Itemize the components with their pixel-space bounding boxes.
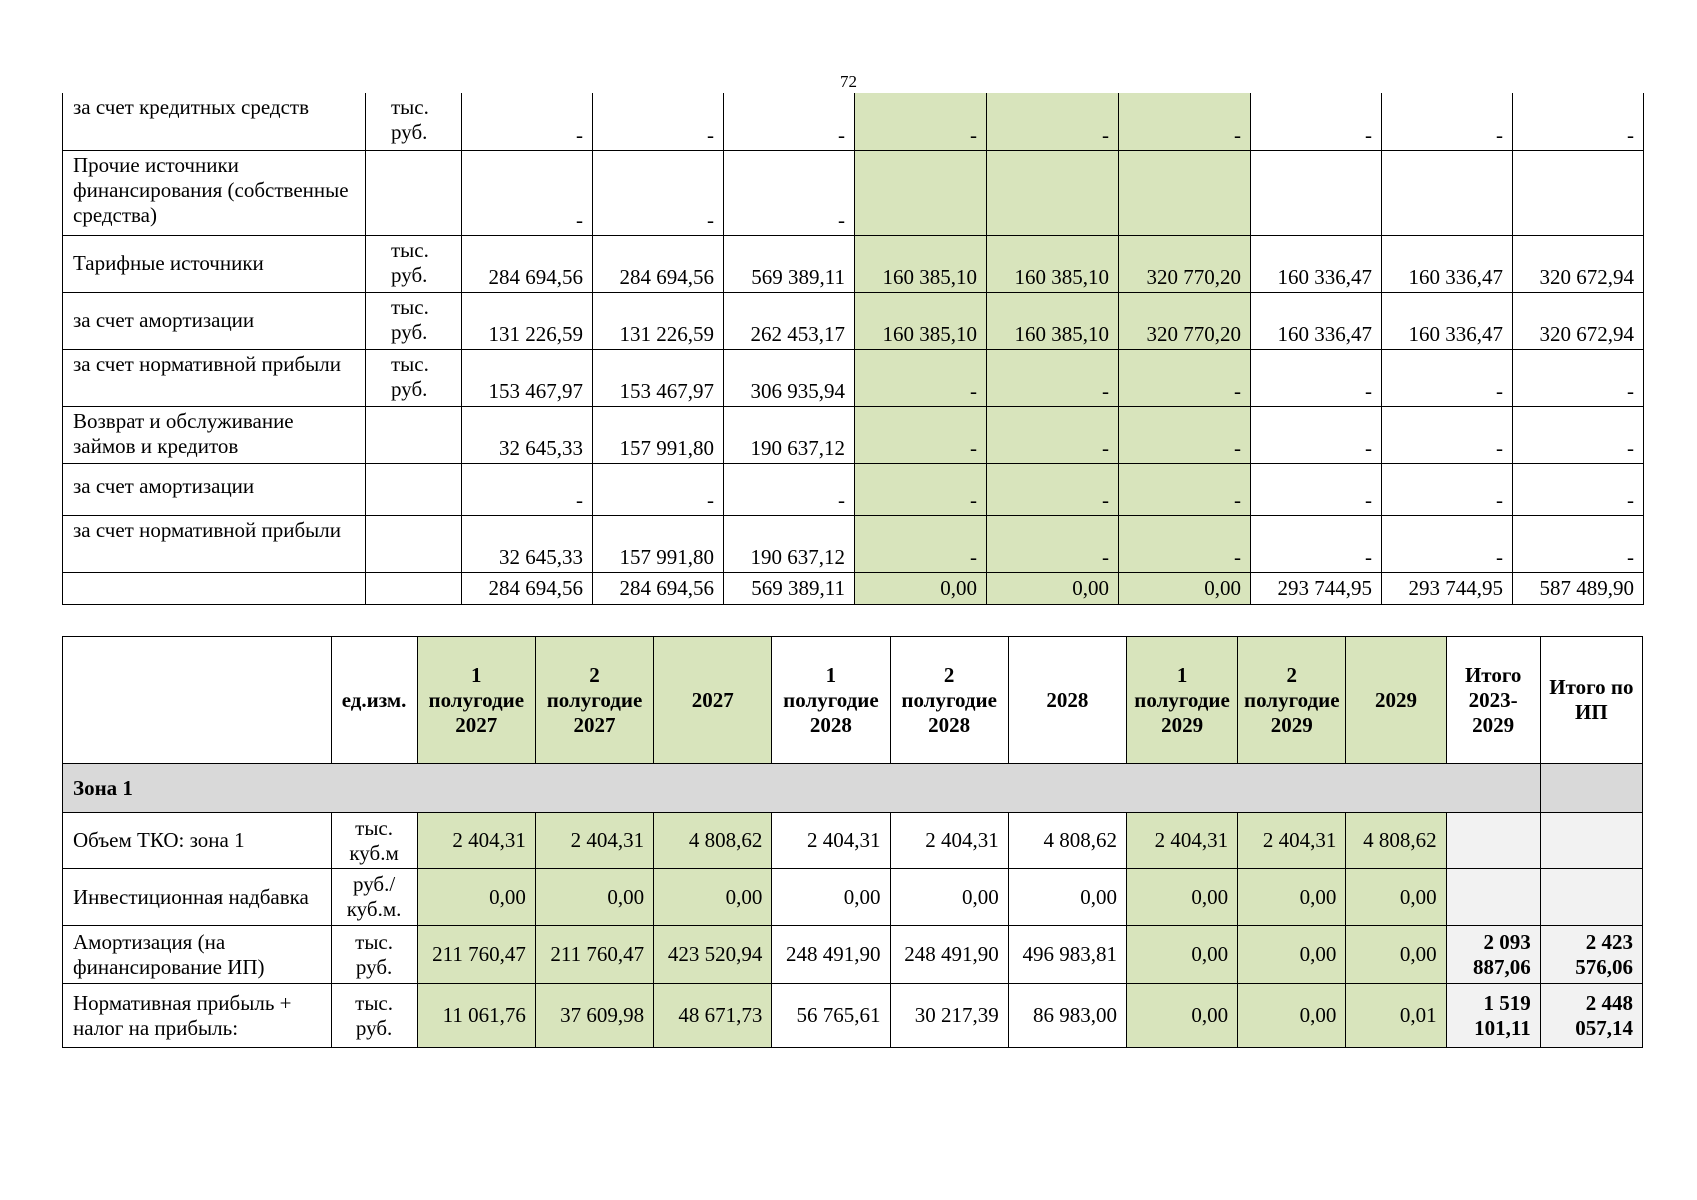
row-label: Нормативная прибыль + налог на прибыль: bbox=[63, 984, 332, 1048]
depreciation-profit-table bbox=[62, 636, 1643, 1048]
row-label: за счет амортизации bbox=[63, 463, 366, 515]
header-row bbox=[63, 637, 1643, 764]
value-cell: 2 404,31 bbox=[1126, 813, 1237, 869]
value-cell: 284 694,56 bbox=[593, 235, 724, 292]
value-cell: 4 808,62 bbox=[1346, 813, 1446, 869]
value-cell: 284 694,56 bbox=[593, 572, 724, 604]
value-cell: - bbox=[855, 463, 987, 515]
value-cell: - bbox=[1382, 93, 1513, 150]
value-cell: - bbox=[724, 150, 855, 235]
value-cell: 293 744,95 bbox=[1382, 572, 1513, 604]
value-cell: - bbox=[593, 463, 724, 515]
column-header: 1 полугодие 2028 bbox=[772, 637, 890, 764]
value-cell: 2 404,31 bbox=[417, 813, 535, 869]
value-cell: - bbox=[987, 93, 1119, 150]
value-cell: - bbox=[462, 463, 593, 515]
table-row bbox=[63, 150, 1644, 235]
column-header: 1 полугодие 2029 bbox=[1126, 637, 1237, 764]
value-cell: 153 467,97 bbox=[462, 349, 593, 406]
value-cell: 30 217,39 bbox=[890, 984, 1008, 1048]
value-cell: 284 694,56 bbox=[462, 235, 593, 292]
value-cell: 248 491,90 bbox=[890, 926, 1008, 984]
value-cell: - bbox=[987, 406, 1119, 463]
unit-cell: тыс. руб. bbox=[331, 926, 417, 984]
value-cell: - bbox=[593, 93, 724, 150]
column-header: 2 полугодие 2027 bbox=[535, 637, 653, 764]
value-cell: 423 520,94 bbox=[654, 926, 772, 984]
value-cell: 0,00 bbox=[890, 869, 1008, 926]
value-cell: 86 983,00 bbox=[1008, 984, 1126, 1048]
value-cell bbox=[1540, 813, 1642, 869]
value-cell: 2 404,31 bbox=[890, 813, 1008, 869]
unit-cell bbox=[366, 515, 462, 572]
value-cell bbox=[1382, 150, 1513, 235]
table-row bbox=[63, 984, 1643, 1048]
value-cell bbox=[1540, 869, 1642, 926]
value-cell: - bbox=[1251, 349, 1382, 406]
value-cell: - bbox=[855, 515, 987, 572]
column-header: 2 полугодие 2029 bbox=[1238, 637, 1346, 764]
value-cell bbox=[1446, 869, 1540, 926]
column-header: 2 полугодие 2028 bbox=[890, 637, 1008, 764]
row-label: за счет нормативной прибыли bbox=[63, 349, 366, 406]
total-row bbox=[63, 572, 1644, 604]
value-cell: - bbox=[987, 349, 1119, 406]
value-cell: - bbox=[1382, 463, 1513, 515]
value-cell: 0,00 bbox=[1126, 926, 1237, 984]
value-cell: 160 336,47 bbox=[1382, 292, 1513, 349]
value-cell bbox=[1446, 813, 1540, 869]
value-cell: 211 760,47 bbox=[417, 926, 535, 984]
unit-cell bbox=[366, 150, 462, 235]
column-header: 2028 bbox=[1008, 637, 1126, 764]
value-cell: 48 671,73 bbox=[654, 984, 772, 1048]
value-cell: 0,00 bbox=[772, 869, 890, 926]
funding-sources-table bbox=[62, 93, 1644, 605]
value-cell: 0,00 bbox=[535, 869, 653, 926]
table-row bbox=[63, 463, 1644, 515]
value-cell: - bbox=[1513, 463, 1644, 515]
value-cell: 153 467,97 bbox=[593, 349, 724, 406]
row-label: за счет кредитных средств bbox=[63, 93, 366, 150]
value-cell: - bbox=[987, 515, 1119, 572]
value-cell: - bbox=[1119, 93, 1251, 150]
value-cell: - bbox=[1513, 93, 1644, 150]
value-cell bbox=[1119, 150, 1251, 235]
value-cell: - bbox=[462, 150, 593, 235]
value-cell: 32 645,33 bbox=[462, 515, 593, 572]
value-cell: - bbox=[1382, 349, 1513, 406]
value-cell: 587 489,90 bbox=[1513, 572, 1644, 604]
value-cell: - bbox=[1251, 515, 1382, 572]
value-cell: - bbox=[1119, 463, 1251, 515]
row-label: Амортизация (на финансирование ИП) bbox=[63, 926, 332, 984]
column-header: 2027 bbox=[654, 637, 772, 764]
value-cell bbox=[987, 150, 1119, 235]
table-row bbox=[63, 926, 1643, 984]
value-cell: - bbox=[1251, 93, 1382, 150]
value-cell bbox=[1513, 150, 1644, 235]
unit-cell: тыс. руб. bbox=[366, 349, 462, 406]
column-header: Итого по ИП bbox=[1540, 637, 1642, 764]
table-row bbox=[63, 813, 1643, 869]
row-label: за счет амортизации bbox=[63, 292, 366, 349]
value-cell: 306 935,94 bbox=[724, 349, 855, 406]
unit-cell: тыс. руб. bbox=[366, 235, 462, 292]
value-cell: 160 385,10 bbox=[855, 235, 987, 292]
table-row bbox=[63, 292, 1644, 349]
value-cell: - bbox=[462, 93, 593, 150]
value-cell: 160 336,47 bbox=[1382, 235, 1513, 292]
value-cell: 0,00 bbox=[1008, 869, 1126, 926]
value-cell: 496 983,81 bbox=[1008, 926, 1126, 984]
table-row bbox=[63, 349, 1644, 406]
row-label: Возврат и обслуживание займов и кредитов bbox=[63, 406, 366, 463]
value-cell: 569 389,11 bbox=[724, 572, 855, 604]
value-cell: 320 770,20 bbox=[1119, 292, 1251, 349]
value-cell: 190 637,12 bbox=[724, 515, 855, 572]
value-cell: 160 336,47 bbox=[1251, 235, 1382, 292]
value-cell: 248 491,90 bbox=[772, 926, 890, 984]
value-cell: - bbox=[1119, 349, 1251, 406]
zone-row bbox=[63, 764, 1643, 813]
row-label: за счет нормативной прибыли bbox=[63, 515, 366, 572]
value-cell: 32 645,33 bbox=[462, 406, 593, 463]
value-cell: - bbox=[1382, 515, 1513, 572]
value-cell bbox=[1251, 150, 1382, 235]
page-number: 72 bbox=[840, 72, 857, 91]
value-cell: 211 760,47 bbox=[535, 926, 653, 984]
value-cell: 0,00 bbox=[1238, 984, 1346, 1048]
value-cell: 2 404,31 bbox=[1238, 813, 1346, 869]
table-row bbox=[63, 235, 1644, 292]
value-cell: 160 385,10 bbox=[987, 292, 1119, 349]
value-cell: - bbox=[724, 463, 855, 515]
value-cell: - bbox=[855, 93, 987, 150]
value-cell: - bbox=[855, 406, 987, 463]
value-cell: 131 226,59 bbox=[593, 292, 724, 349]
unit-cell bbox=[366, 406, 462, 463]
value-cell: 157 991,80 bbox=[593, 515, 724, 572]
value-cell: - bbox=[1119, 406, 1251, 463]
value-cell: - bbox=[1382, 406, 1513, 463]
value-cell: 37 609,98 bbox=[535, 984, 653, 1048]
value-cell: 11 061,76 bbox=[417, 984, 535, 1048]
value-cell: 157 991,80 bbox=[593, 406, 724, 463]
value-cell: 160 385,10 bbox=[855, 292, 987, 349]
column-header bbox=[63, 637, 332, 764]
zone-label: Зона 1 bbox=[63, 764, 1541, 813]
value-cell bbox=[855, 150, 987, 235]
value-cell: 262 453,17 bbox=[724, 292, 855, 349]
unit-cell: тыс. руб. bbox=[331, 984, 417, 1048]
value-cell: 2 093 887,06 bbox=[1446, 926, 1540, 984]
value-cell: 284 694,56 bbox=[462, 572, 593, 604]
value-cell: 2 404,31 bbox=[535, 813, 653, 869]
row-label: Прочие источники финансирования (собственные средства) bbox=[63, 150, 366, 235]
row-label bbox=[63, 572, 366, 604]
value-cell: 293 744,95 bbox=[1251, 572, 1382, 604]
value-cell: 0,01 bbox=[1346, 984, 1446, 1048]
value-cell: - bbox=[1513, 515, 1644, 572]
value-cell: 4 808,62 bbox=[1008, 813, 1126, 869]
table-row bbox=[63, 93, 1644, 150]
value-cell: - bbox=[1513, 406, 1644, 463]
value-cell: - bbox=[593, 150, 724, 235]
unit-cell: руб./куб.м. bbox=[331, 869, 417, 926]
zone-empty-cell bbox=[1540, 764, 1642, 813]
value-cell: 0,00 bbox=[417, 869, 535, 926]
unit-cell: тыс. куб.м bbox=[331, 813, 417, 869]
value-cell: 0,00 bbox=[1119, 572, 1251, 604]
value-cell: 160 336,47 bbox=[1251, 292, 1382, 349]
value-cell: - bbox=[1251, 463, 1382, 515]
value-cell: 0,00 bbox=[654, 869, 772, 926]
value-cell: 320 672,94 bbox=[1513, 292, 1644, 349]
value-cell: 2 423 576,06 bbox=[1540, 926, 1642, 984]
unit-cell bbox=[366, 572, 462, 604]
column-header: 1 полугодие 2027 bbox=[417, 637, 535, 764]
row-label: Объем ТКО: зона 1 bbox=[63, 813, 332, 869]
value-cell: 0,00 bbox=[1126, 869, 1237, 926]
row-label: Тарифные источники bbox=[63, 235, 366, 292]
value-cell: - bbox=[1251, 406, 1382, 463]
value-cell: 569 389,11 bbox=[724, 235, 855, 292]
value-cell: 0,00 bbox=[1346, 926, 1446, 984]
unit-cell: тыс. руб. bbox=[366, 93, 462, 150]
value-cell: - bbox=[855, 349, 987, 406]
value-cell: - bbox=[724, 93, 855, 150]
value-cell: 160 385,10 bbox=[987, 235, 1119, 292]
value-cell: 0,00 bbox=[855, 572, 987, 604]
value-cell: 131 226,59 bbox=[462, 292, 593, 349]
value-cell: 0,00 bbox=[1238, 869, 1346, 926]
row-label: Инвестиционная надбавка bbox=[63, 869, 332, 926]
value-cell: 0,00 bbox=[987, 572, 1119, 604]
value-cell: 190 637,12 bbox=[724, 406, 855, 463]
value-cell: 4 808,62 bbox=[654, 813, 772, 869]
value-cell: 320 770,20 bbox=[1119, 235, 1251, 292]
table-row bbox=[63, 869, 1643, 926]
value-cell: 0,00 bbox=[1126, 984, 1237, 1048]
value-cell: 2 448 057,14 bbox=[1540, 984, 1642, 1048]
value-cell: - bbox=[1119, 515, 1251, 572]
unit-cell bbox=[366, 463, 462, 515]
value-cell: - bbox=[1513, 349, 1644, 406]
value-cell: 0,00 bbox=[1238, 926, 1346, 984]
column-header: 2029 bbox=[1346, 637, 1446, 764]
value-cell: 320 672,94 bbox=[1513, 235, 1644, 292]
unit-cell: тыс. руб. bbox=[366, 292, 462, 349]
value-cell: 0,00 bbox=[1346, 869, 1446, 926]
value-cell: 2 404,31 bbox=[772, 813, 890, 869]
table-row bbox=[63, 515, 1644, 572]
column-header: ед.изм. bbox=[331, 637, 417, 764]
value-cell: 56 765,61 bbox=[772, 984, 890, 1048]
table-row bbox=[63, 406, 1644, 463]
column-header: Итого 2023-2029 bbox=[1446, 637, 1540, 764]
value-cell: - bbox=[987, 463, 1119, 515]
value-cell: 1 519 101,11 bbox=[1446, 984, 1540, 1048]
